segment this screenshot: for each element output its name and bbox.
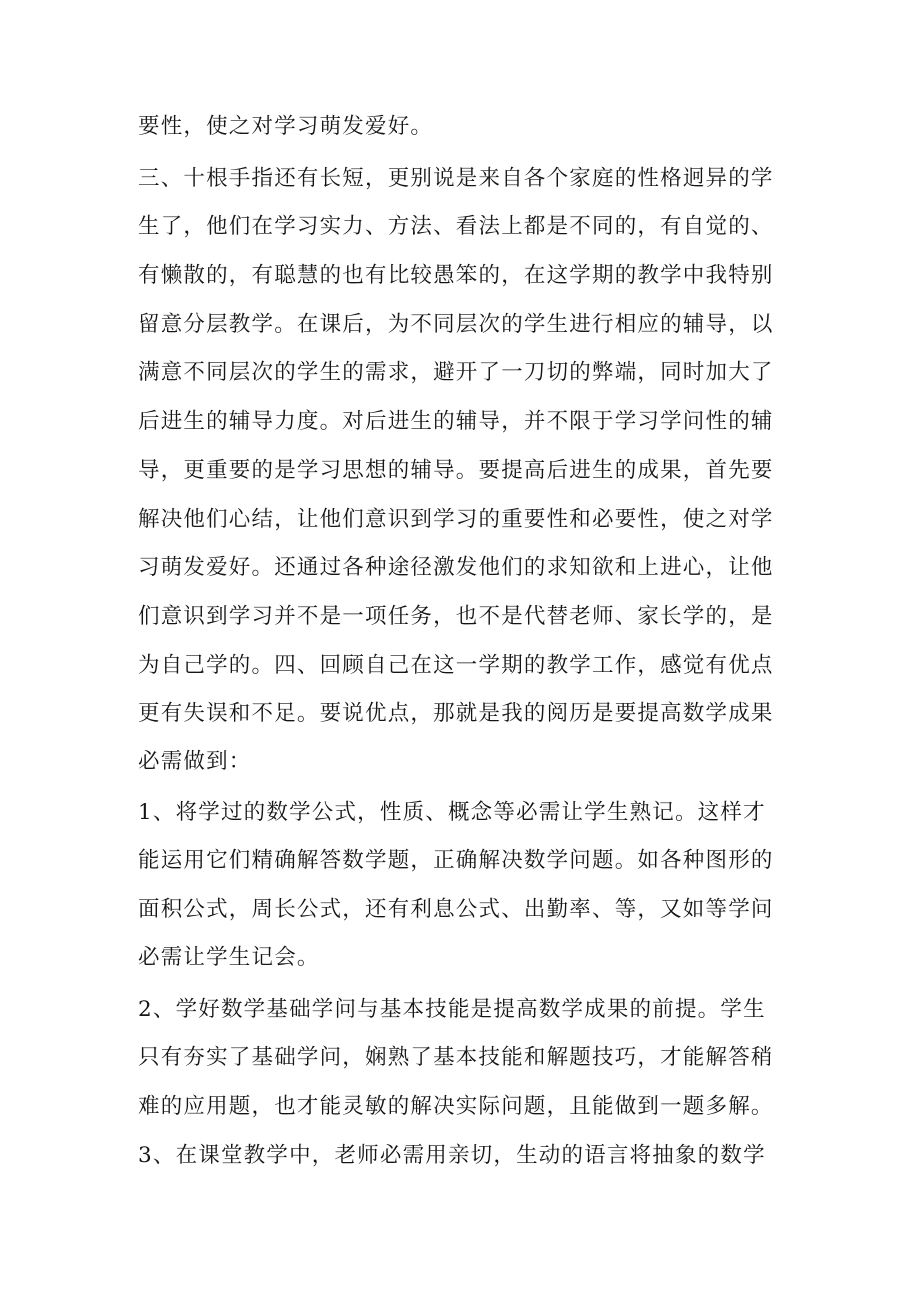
text-line: 们意识到学习并不是一项任务，也不是代替老师、家长学的，是 (138, 604, 774, 629)
text-line: 习萌发爱好。还通过各种途径激发他们的求知欲和上进心，让他 (138, 555, 774, 580)
text-line: 为自己学的。四、回顾自己在这一学期的教学工作，感觉有优点 (138, 653, 774, 678)
text-line: 要性，使之对学习萌发爱好。 (138, 114, 434, 139)
text-line: 1、将学过的数学公式，性质、概念等必需让学生熟记。这样才 (138, 800, 766, 825)
text-line: 留意分层教学。在课后，为不同层次的学生进行相应的辅导，以 (138, 312, 774, 337)
text-line: 导，更重要的是学习思想的辅导。要提高后进生的成果，首先要 (138, 458, 774, 483)
text-line: 更有失误和不足。要说优点，那就是我的阅历是要提高数学成果 (138, 701, 774, 726)
text-line: 三、十根手指还有长短，更别说是来自各个家庭的性格迥异的学 (138, 166, 774, 191)
text-line: 面积公式，周长公式，还有利息公式、出勤率、等，又如等学问 (138, 897, 774, 922)
text-line: 必需做到： (138, 749, 252, 774)
text-line: 解决他们心结，让他们意识到学习的重要性和必要性，使之对学 (138, 507, 774, 532)
text-line: 必需让学生记会。 (138, 945, 320, 970)
text-line: 满意不同层次的学生的需求，避开了一刀切的弊端，同时加大了 (138, 360, 774, 385)
text-line: 有懒散的，有聪慧的也有比较愚笨的，在这学期的教学中我特别 (138, 263, 774, 288)
text-line: 3、在课堂教学中，老师必需用亲切，生动的语言将抽象的数学 (138, 1143, 766, 1168)
text-line: 2、学好数学基础学问与基本技能是提高数学成果的前提。学生 (138, 997, 766, 1022)
text-line: 生了，他们在学习实力、方法、看法上都是不同的，有自觉的、 (138, 214, 774, 239)
text-line: 难的应用题，也才能灵敏的解决实际问题，且能做到一题多解。 (138, 1094, 774, 1119)
text-line: 后进生的辅导力度。对后进生的辅导，并不限于学习学问性的辅 (138, 409, 774, 434)
text-line: 能运用它们精确解答数学题，正确解决数学问题。如各种图形的 (138, 848, 774, 873)
text-line: 只有夯实了基础学问，娴熟了基本技能和解题技巧，才能解答稍 (138, 1045, 774, 1070)
